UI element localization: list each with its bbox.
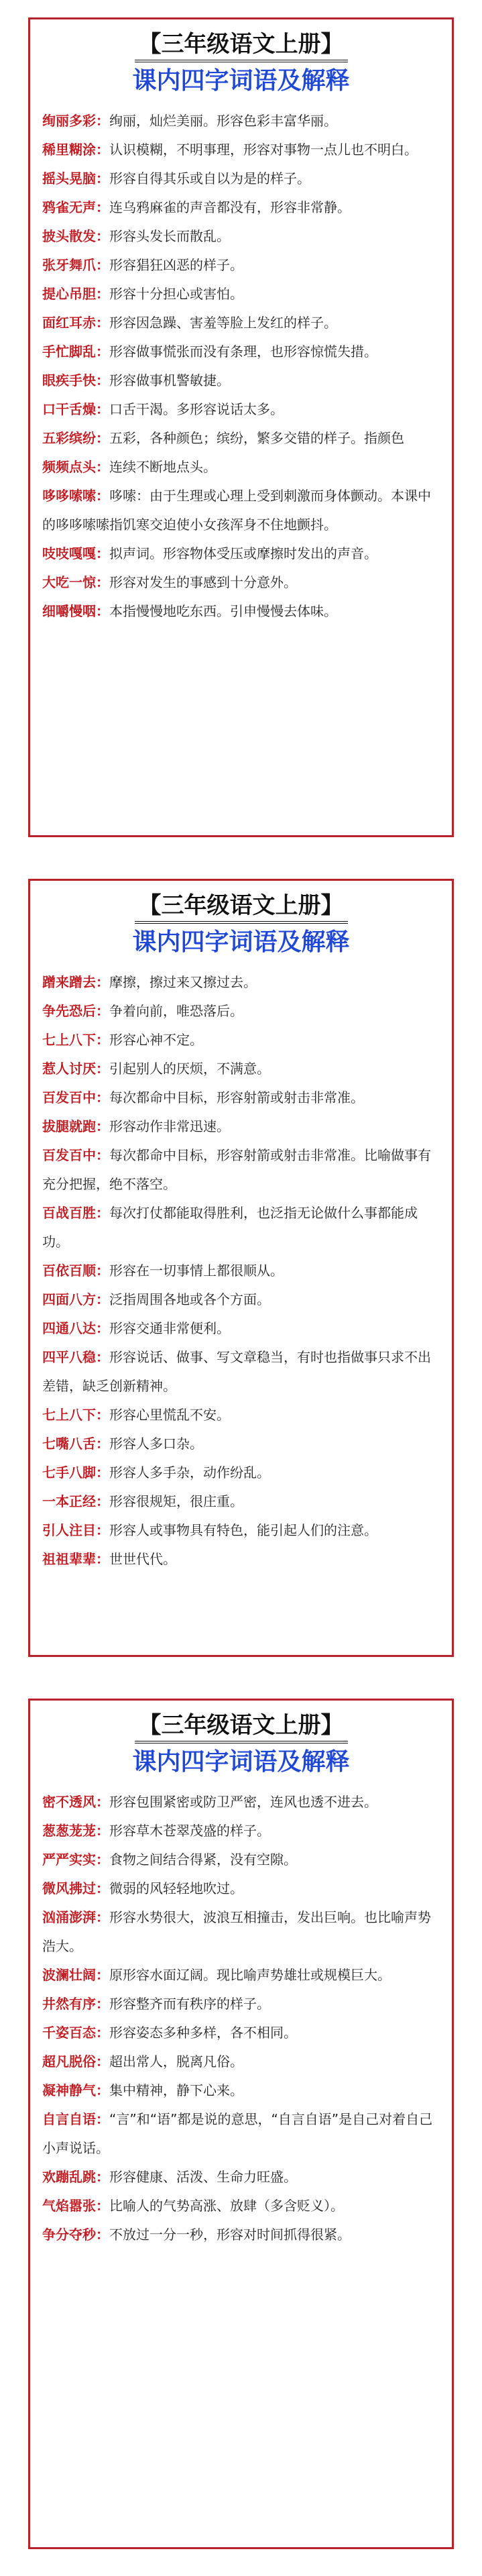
card-subtitle: 课内四字词语及解释 bbox=[132, 928, 350, 956]
vocab-definition: 泛指周围各地或各个方面。 bbox=[109, 1291, 270, 1307]
vocab-term: 争先恐后： bbox=[42, 1003, 109, 1019]
vocab-definition: 摩擦，擦过来又擦过去。 bbox=[109, 974, 257, 990]
vocab-definition: 形容交通非常便利。 bbox=[109, 1320, 230, 1336]
vocab-definition: 不放过一分一秒，形容对时间抓得很紧。 bbox=[109, 2226, 351, 2243]
vocab-term: 四通八达： bbox=[42, 1320, 109, 1336]
card-title: 【三年级语文上册】 bbox=[42, 890, 440, 924]
vocab-definition: 引起别人的厌烦，不满意。 bbox=[109, 1061, 270, 1077]
vocab-definition: 每次打仗都能取得胜利，也泛指无论做什么事都能成功。 bbox=[42, 1205, 418, 1250]
vocab-definition: 形容很规矩，很庄重。 bbox=[109, 1493, 243, 1509]
vocab-term: 引人注目： bbox=[42, 1522, 109, 1538]
vocab-term: 七上八下： bbox=[42, 1032, 109, 1048]
vocab-card-2 bbox=[28, 879, 454, 1657]
vocab-definition: 形容猖狂凶恶的样子。 bbox=[109, 257, 243, 273]
vocab-term: 百依百顺： bbox=[42, 1263, 109, 1279]
vocab-definition: 形容因急躁、害羞等脸上发红的样子。 bbox=[109, 315, 337, 331]
vocab-entry bbox=[42, 539, 440, 568]
vocab-entry bbox=[42, 424, 440, 453]
vocab-term: 七嘴八舌： bbox=[42, 1436, 109, 1452]
vocab-entry bbox=[42, 482, 440, 539]
vocab-term: 祖祖辈辈： bbox=[42, 1551, 109, 1567]
card-title: 【三年级语文上册】 bbox=[42, 29, 440, 62]
vocab-term: 严严实实： bbox=[42, 1851, 109, 1868]
vocab-definition: 原形容水面辽阔。现比喻声势雄壮或规模巨大。 bbox=[109, 1967, 391, 1983]
vocab-entry bbox=[42, 968, 440, 997]
vocab-definition: 本指慢慢地吃东西。引申慢慢去体味。 bbox=[109, 603, 337, 619]
vocab-entry bbox=[42, 997, 440, 1026]
vocab-entry bbox=[42, 309, 440, 337]
vocab-entry bbox=[42, 2163, 440, 2192]
vocab-definition: 微弱的风轻轻地吹过。 bbox=[109, 1880, 243, 1896]
vocab-definition: 形容对发生的事感到十分意外。 bbox=[109, 574, 297, 590]
vocab-term: 大吃一惊： bbox=[42, 574, 109, 590]
vocab-term: 蹭来蹭去： bbox=[42, 974, 109, 990]
vocab-entry bbox=[42, 1055, 440, 1083]
vocab-definition: 比喻人的气势高涨、放肆（多含贬义）。 bbox=[109, 2198, 344, 2214]
vocab-entry bbox=[42, 1141, 440, 1199]
vocab-definition: 形容自得其乐或自以为是的样子。 bbox=[109, 170, 310, 186]
vocab-definition: 连续不断地点头。 bbox=[109, 459, 217, 475]
vocab-entry bbox=[42, 1256, 440, 1285]
vocab-term: 张牙舞爪： bbox=[42, 257, 109, 273]
vocab-definition: 形容头发长而散乱。 bbox=[109, 228, 230, 244]
vocab-entry bbox=[42, 337, 440, 366]
vocab-term: 口干舌燥： bbox=[42, 401, 109, 417]
vocab-definition: 形容人多手杂，动作纷乱。 bbox=[109, 1464, 270, 1481]
vocab-entry bbox=[42, 1545, 440, 1574]
vocab-entry bbox=[42, 1430, 440, 1458]
vocab-term: 百发百中： bbox=[42, 1147, 109, 1163]
vocab-entry bbox=[42, 280, 440, 309]
vocab-definition: 食物之间结合得紧，没有空隙。 bbox=[109, 1851, 297, 1868]
vocab-definition: 哆嗦：由于生理或心理上受到刺激而身体颤动。本课中的哆哆嗦嗦指饥寒交迫使小女孩浑身不住地颤抖。 bbox=[42, 488, 431, 533]
vocab-term: 惹人讨厌： bbox=[42, 1061, 109, 1077]
vocab-term: 绚丽多彩： bbox=[42, 113, 109, 129]
vocab-definition: 形容在一切事情上都很顺从。 bbox=[109, 1263, 284, 1279]
vocab-term: 微风拂过： bbox=[42, 1880, 109, 1896]
vocab-term: 欢蹦乱跳： bbox=[42, 2169, 109, 2185]
vocab-entry bbox=[42, 1458, 440, 1487]
vocab-term: 四面八方： bbox=[42, 1291, 109, 1307]
vocab-card-1 bbox=[28, 17, 454, 837]
vocab-term: 鸦雀无声： bbox=[42, 199, 109, 215]
vocab-entry bbox=[42, 1285, 440, 1314]
vocab-term: 百战百胜： bbox=[42, 1205, 109, 1221]
vocab-entry bbox=[42, 2105, 440, 2163]
vocab-entry bbox=[42, 1903, 440, 1961]
vocab-entry bbox=[42, 1817, 440, 1845]
vocab-definition: 形容人多口杂。 bbox=[109, 1436, 203, 1452]
vocab-entry bbox=[42, 453, 440, 482]
vocab-term: 提心吊胆： bbox=[42, 286, 109, 302]
vocab-entry bbox=[42, 2019, 440, 2047]
vocab-entry bbox=[42, 1516, 440, 1545]
vocab-definition: 绚丽，灿烂美丽。形容色彩丰富华丽。 bbox=[109, 113, 337, 129]
vocab-definition: 拟声词。形容物体受压或摩擦时发出的声音。 bbox=[109, 545, 377, 561]
vocab-entry bbox=[42, 107, 440, 136]
vocab-definition: 集中精神，静下心来。 bbox=[109, 2082, 243, 2098]
vocab-term: 葱葱茏茏： bbox=[42, 1823, 109, 1839]
vocab-term: 哆哆嗦嗦： bbox=[42, 488, 109, 504]
vocab-definition: 形容姿态多种多样，各不相同。 bbox=[109, 2025, 297, 2041]
vocab-definition: 形容健康、活泼、生命力旺盛。 bbox=[109, 2169, 297, 2185]
vocab-entry bbox=[42, 136, 440, 164]
vocab-definition: 形容心里慌乱不安。 bbox=[109, 1407, 230, 1423]
vocab-definition: 口舌干渴。多形容说话太多。 bbox=[109, 401, 284, 417]
vocab-term: 波澜壮阔： bbox=[42, 1967, 109, 1983]
vocab-entry bbox=[42, 1112, 440, 1141]
vocab-entry bbox=[42, 366, 440, 395]
vocab-definition: 形容水势很大，波浪互相撞击，发出巨响。也比喻声势浩大。 bbox=[42, 1909, 431, 1954]
vocab-entry bbox=[42, 1026, 440, 1055]
vocab-term: 频频点头： bbox=[42, 459, 109, 475]
vocab-definition: 连乌鸦麻雀的声音都没有，形容非常静。 bbox=[109, 199, 351, 215]
vocab-term: 井然有序： bbox=[42, 1996, 109, 2012]
vocab-term: 四平八稳： bbox=[42, 1349, 109, 1365]
vocab-entry bbox=[42, 1990, 440, 2019]
vocab-entry bbox=[42, 1199, 440, 1256]
vocab-definition: 每次都命中目标，形容射箭或射击非常准。 bbox=[109, 1089, 364, 1106]
vocab-term: 一本正经： bbox=[42, 1493, 109, 1509]
vocab-definition: 形容动作非常迅速。 bbox=[109, 1118, 230, 1134]
vocab-entry bbox=[42, 1788, 440, 1817]
vocab-definition: 形容说话、做事、写文章稳当，有时也指做事只求不出差错，缺乏创新精神。 bbox=[42, 1349, 431, 1394]
vocab-term: 拔腿就跑： bbox=[42, 1118, 109, 1134]
vocab-term: 吱吱嘎嘎： bbox=[42, 545, 109, 561]
vocab-definition: 五彩，各种颜色；缤纷，繁多交错的样子。指颜色 bbox=[109, 430, 404, 446]
vocab-entry bbox=[42, 1874, 440, 1903]
vocab-definition: 形容做事慌张而没有条理，也形容惊慌失措。 bbox=[109, 343, 377, 360]
vocab-term: 摇头晃脑： bbox=[42, 170, 109, 186]
card-title: 【三年级语文上册】 bbox=[42, 1710, 440, 1743]
vocab-definition: 每次都命中目标，形容射箭或射击非常准。比喻做事有充分把握，绝不落空。 bbox=[42, 1147, 431, 1192]
vocab-term: 汹涌澎湃： bbox=[42, 1909, 109, 1925]
vocab-definition: 形容整齐而有秩序的样子。 bbox=[109, 1996, 270, 2012]
vocab-definition: 形容草木苍翠茂盛的样子。 bbox=[109, 1823, 270, 1839]
vocab-term: 气焰嚣张： bbox=[42, 2198, 109, 2214]
vocab-term: 披头散发： bbox=[42, 228, 109, 244]
vocab-entry bbox=[42, 1961, 440, 1990]
vocab-term: 五彩缤纷： bbox=[42, 430, 109, 446]
vocab-term: 七手八脚： bbox=[42, 1464, 109, 1481]
vocab-definition: 世世代代。 bbox=[109, 1551, 176, 1567]
vocab-term: 手忙脚乱： bbox=[42, 343, 109, 360]
vocab-definition: 形容十分担心或害怕。 bbox=[109, 286, 243, 302]
vocab-definition: 超出常人，脱离凡俗。 bbox=[109, 2053, 243, 2070]
vocab-definition: 形容人或事物具有特色，能引起人们的注意。 bbox=[109, 1522, 377, 1538]
vocab-definition: 形容心神不定。 bbox=[109, 1032, 203, 1048]
vocab-term: 眼疾手快： bbox=[42, 372, 109, 388]
vocab-entry bbox=[42, 1845, 440, 1874]
vocab-card-3 bbox=[28, 1699, 454, 2549]
vocab-entry bbox=[42, 568, 440, 597]
vocab-term: 百发百中： bbox=[42, 1089, 109, 1106]
vocab-entry bbox=[42, 2192, 440, 2220]
vocab-entry bbox=[42, 1083, 440, 1112]
vocab-definition: “言”和“语”都是说的意思，“自言自语”是自己对着自己小声说话。 bbox=[42, 2111, 433, 2156]
vocab-definition: 形容做事机警敏捷。 bbox=[109, 372, 230, 388]
vocab-entry bbox=[42, 395, 440, 424]
vocab-entry bbox=[42, 193, 440, 222]
entry-list bbox=[42, 968, 440, 1574]
vocab-term: 细嚼慢咽： bbox=[42, 603, 109, 619]
vocab-term: 千姿百态： bbox=[42, 2025, 109, 2041]
vocab-entry bbox=[42, 1343, 440, 1401]
vocab-term: 面红耳赤： bbox=[42, 315, 109, 331]
vocab-entry bbox=[42, 222, 440, 251]
entry-list bbox=[42, 1788, 440, 2249]
vocab-term: 七上八下： bbox=[42, 1407, 109, 1423]
vocab-definition: 争着向前，唯恐落后。 bbox=[109, 1003, 243, 1019]
vocab-entry bbox=[42, 164, 440, 193]
vocab-entry bbox=[42, 1487, 440, 1516]
vocab-entry bbox=[42, 2220, 440, 2249]
vocab-entry bbox=[42, 597, 440, 626]
vocab-term: 密不透风： bbox=[42, 1794, 109, 1810]
vocab-entry bbox=[42, 2047, 440, 2076]
vocab-term: 争分夺秒： bbox=[42, 2226, 109, 2243]
card-subtitle: 课内四字词语及解释 bbox=[132, 1748, 350, 1776]
vocab-entry bbox=[42, 2076, 440, 2105]
vocab-term: 自言自语： bbox=[42, 2111, 109, 2127]
vocab-term: 超凡脱俗： bbox=[42, 2053, 109, 2070]
entry-list bbox=[42, 107, 440, 626]
vocab-term: 凝神静气： bbox=[42, 2082, 109, 2098]
vocab-entry bbox=[42, 1314, 440, 1343]
vocab-term: 稀里糊涂： bbox=[42, 142, 109, 158]
vocab-entry bbox=[42, 1401, 440, 1430]
vocab-definition: 认识模糊，不明事理，形容对事物一点儿也不明白。 bbox=[109, 142, 418, 158]
vocab-entry bbox=[42, 251, 440, 280]
vocab-definition: 形容包围紧密或防卫严密，连风也透不进去。 bbox=[109, 1794, 377, 1810]
card-subtitle: 课内四字词语及解释 bbox=[132, 67, 350, 95]
